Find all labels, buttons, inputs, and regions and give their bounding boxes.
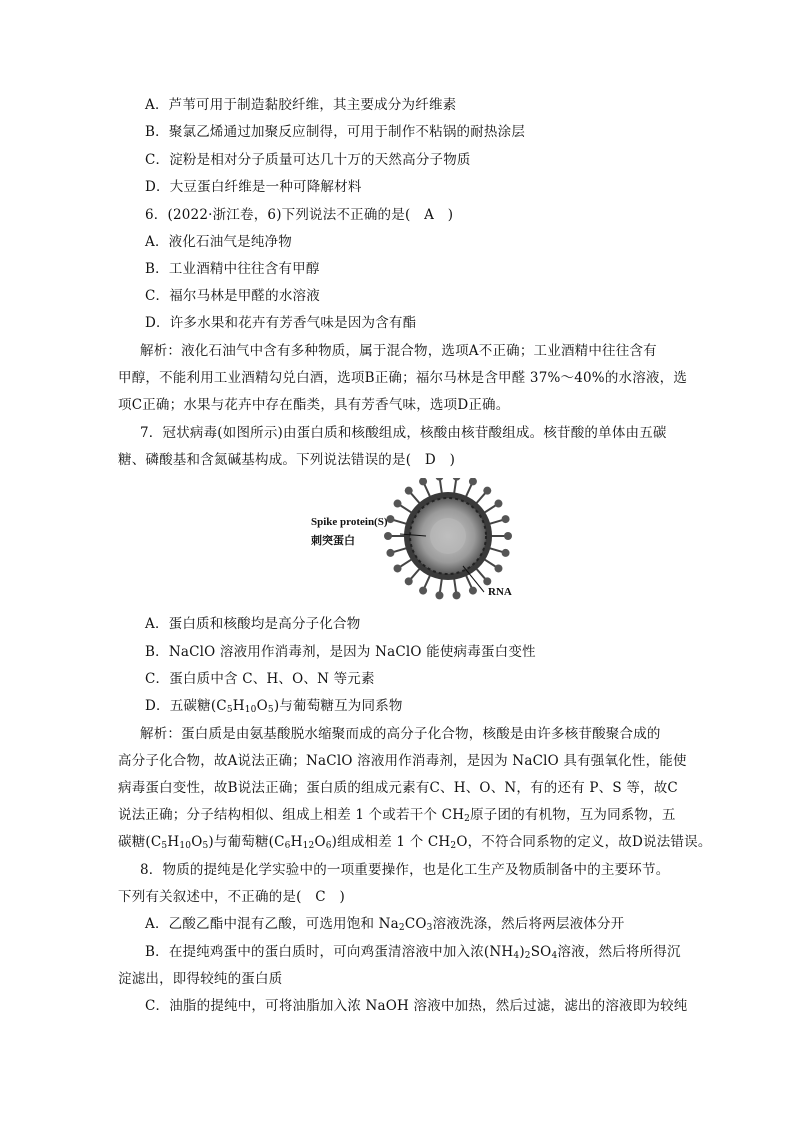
text-run: ) [519,944,525,960]
spike-head [394,564,402,572]
text-run: 说法正确；分子结构相似、组成上相差 1 个或若干个 CH [118,807,465,823]
question-8-line-2: 下列有关叙述中，不正确的是( C ) [118,889,345,905]
q7-option-c: C．蛋白质中含 C、H、O、N 等元素 [145,671,375,687]
spike-head [469,478,477,485]
text-run: H [232,698,245,714]
text-run: CO [404,916,427,932]
spike-stalk [454,578,456,594]
spike-stalk [483,505,496,514]
q7-analysis-line-1: 解析：蛋白质是由氨基酸脱水缩聚而成的高分子化合物，核酸是由许多核苷酸聚合成的 [140,726,661,742]
text-run: O，不符合同系物的定义，故D说法错误。 [456,834,712,850]
spike-head [502,549,510,557]
spike-head [483,577,491,585]
spike-head [419,587,427,595]
option-c-line: C．淀粉是相对分子质量可达几十万的天然高分子物质 [145,152,471,168]
subscript: 3 [426,923,433,933]
spike-head [453,478,461,481]
spike-stalk [454,479,456,495]
subscript: 12 [302,841,315,851]
subscript: 2 [450,841,457,851]
spike-stalk [440,578,442,594]
spike-head [504,532,512,540]
spike-stalk [410,492,420,504]
spike-stalk [440,479,442,495]
text-run: 碳糖(C [118,834,162,850]
option-a-line: A．芦苇可用于制造黏胶纤维，其主要成分为纤维素 [145,97,457,113]
question-7-line-1: 7．冠状病毒(如图所示)由蛋白质和核酸组成，核酸由核苷酸组成。核苷酸的单体由五碳 [140,425,667,441]
question-7-line-2: 糖、磷酸基和含氮碱基构成。下列说法错误的是( D ) [118,452,456,468]
text-run: 溶液洗涤，然后将两层液体分开 [432,916,625,932]
q8-option-b-line-2: 淀滤出，即得较纯的蛋白质 [118,971,283,987]
option-b-line: B．聚氯乙烯通过加聚反应制得，可用于制作不粘锅的耐热涂层 [145,124,526,140]
spike-head [483,487,491,495]
q7-option-d [145,697,721,719]
subscript: 6 [284,841,291,851]
option-d-line: D．大豆蛋白纤维是一种可降解材料 [145,179,362,195]
spike-protein-label-cn: 刺突蛋白 [311,535,355,547]
spike-head [502,515,510,523]
text-run: D．五碳糖(C [145,698,227,714]
spike-head [405,487,413,495]
spike-stalk [424,483,431,498]
subscript: 10 [244,705,257,715]
spike-head [494,564,502,572]
subscript: 10 [179,841,192,851]
rna-label: RNA [488,586,512,598]
spike-head [435,591,443,599]
spike-stalk [399,559,412,568]
subscript: 4 [513,951,520,961]
spike-stalk [410,568,420,580]
spike-stalk [488,548,503,553]
question-6: 6．(2022·浙江卷，6)下列说法不正确的是( A ) [145,207,454,223]
spike-stalk [399,505,412,514]
spike-head [419,478,427,485]
spike-stalk [483,559,496,568]
text-run: O [314,834,326,850]
subscript: 5 [226,705,233,715]
q6-option-d: D．许多水果和花卉有芳香气味是因为含有酯 [145,315,417,331]
text-run: 原子团的有机物，互为同系物，五 [470,807,676,823]
spike-stalk [488,520,503,525]
q7-analysis-line-3: 病毒蛋白变性，故B说法正确；蛋白质的组成元素有C、H、O、N，有的还有 P、S 等，故C [118,780,678,796]
spike-head [469,587,477,595]
spike-stalk [465,483,472,498]
spike-head [405,577,413,585]
subscript: 6 [325,841,332,851]
question-8-line-1: 8．物质的提纯是化学实验中的一项重要操作，也是化工生产及物质制备中的主要环节。 [140,862,670,878]
text-run: O [256,698,268,714]
subscript: 2 [524,951,531,961]
subscript: 2 [398,923,405,933]
spike-stalk [476,568,486,580]
q7-option-b: B．NaClO 溶液用作消毒剂，是因为 NaClO 能使病毒蛋白变性 [145,644,536,660]
text-run: )与葡萄糖(C [208,834,285,850]
q6-analysis-line-2: 甲醇，不能利用工业酒精勾兑白酒，选项B正确；福尔马林是含甲醛 37%～40%的水溶液，选 [118,370,688,386]
q6-option-c: C．福尔马林是甲醛的水溶液 [145,288,320,304]
text-run: A．乙酸乙酯中混有乙酸，可选用饱和 Na [145,916,399,932]
text-run: O [191,834,203,850]
q7-analysis-line-2: 高分子化合物，故A说法正确；NaClO 溶液用作消毒剂，是因为 NaClO 具有强氧化性，能使 [118,753,687,769]
spike-head [386,549,394,557]
subscript: 4 [551,951,558,961]
q7-analysis-line-5 [118,833,712,855]
text-run: )组成相差 1 个 CH [331,834,451,850]
subscript: 5 [267,705,274,715]
q8-option-a [145,915,721,937]
spike-stalk [392,520,407,525]
q7-analysis-line-4 [118,806,694,828]
spike-head [494,500,502,508]
text-run: )与葡萄糖互为同系物 [273,698,403,714]
subscript: 5 [161,841,168,851]
text-run: H [290,834,303,850]
text-run: SO [530,944,552,960]
text-run: H [167,834,180,850]
spike-head [435,478,443,481]
text-run: 溶液，然后将所得沉 [557,944,681,960]
spike-head [384,532,392,540]
coronavirus-figure [308,478,518,608]
spike-protein-label-en: Spike protein(S) [311,516,388,528]
q6-analysis-line-1: 解析：液化石油气中含有多种物质，属于混合物，选项A不正确；工业酒精中往往含有 [140,343,657,359]
q6-option-b: B．工业酒精中往往含有甲醇 [145,261,320,277]
q8-option-b-line-1 [145,943,721,965]
spike-head [453,591,461,599]
spike-stalk [476,492,486,504]
q7-option-a: A．蛋白质和核酸均是高分子化合物 [145,616,361,632]
subscript: 5 [202,841,209,851]
q8-option-c: C．油脂的提纯中，可将油脂加入浓 NaOH 溶液中加热，然后过滤，滤出的溶液即为较纯 [145,998,688,1014]
spike-head [394,500,402,508]
q6-option-a: A．液化石油气是纯净物 [145,234,292,250]
subscript: 2 [464,814,471,824]
q6-analysis-line-3: 项C正确；水果与花卉中存在酯类，具有芳香气味，选项D正确。 [118,397,510,413]
spike-stalk [392,548,407,553]
spike-stalk [424,574,431,589]
text-run: B．在提纯鸡蛋中的蛋白质时，可向鸡蛋清溶液中加入浓(NH [145,944,514,960]
